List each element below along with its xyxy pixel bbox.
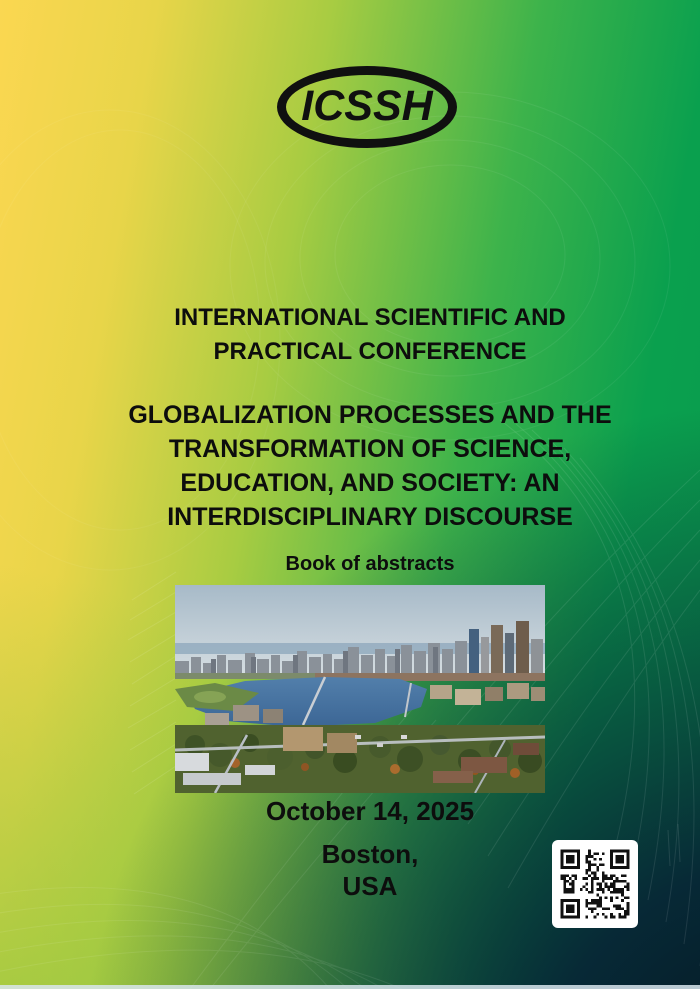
conference-title-line-2: TRANSFORMATION OF SCIENCE, — [168, 435, 572, 463]
event-date: October 14, 2025 — [265, 796, 475, 826]
icssh-logo — [277, 66, 457, 148]
conference-heading — [40, 301, 700, 369]
qr-code — [552, 840, 638, 928]
event-country: USA — [342, 871, 398, 901]
conference-title-line-3: EDUCATION, AND SOCIETY: AN — [180, 469, 560, 497]
book-of-abstracts-label: Book of abstracts — [285, 553, 455, 575]
conference-title — [40, 398, 700, 534]
conference-title-line-1: GLOBALIZATION PROCESSES AND THE — [128, 401, 612, 429]
conference-heading-line-1: INTERNATIONAL SCIENTIFIC AND — [174, 304, 566, 331]
conference-heading-line-2: PRACTICAL CONFERENCE — [213, 338, 527, 365]
icssh-logo-text: ICSSH — [301, 81, 433, 130]
boston-aerial-photo — [175, 585, 545, 793]
bottom-edge-strip — [0, 985, 700, 989]
event-city: Boston, — [321, 839, 419, 869]
conference-title-line-4: INTERDISCIPLINARY DISCOURSE — [167, 503, 573, 531]
boston-aerial-photo-graphic — [175, 585, 545, 793]
qr-code-graphic — [555, 843, 635, 925]
